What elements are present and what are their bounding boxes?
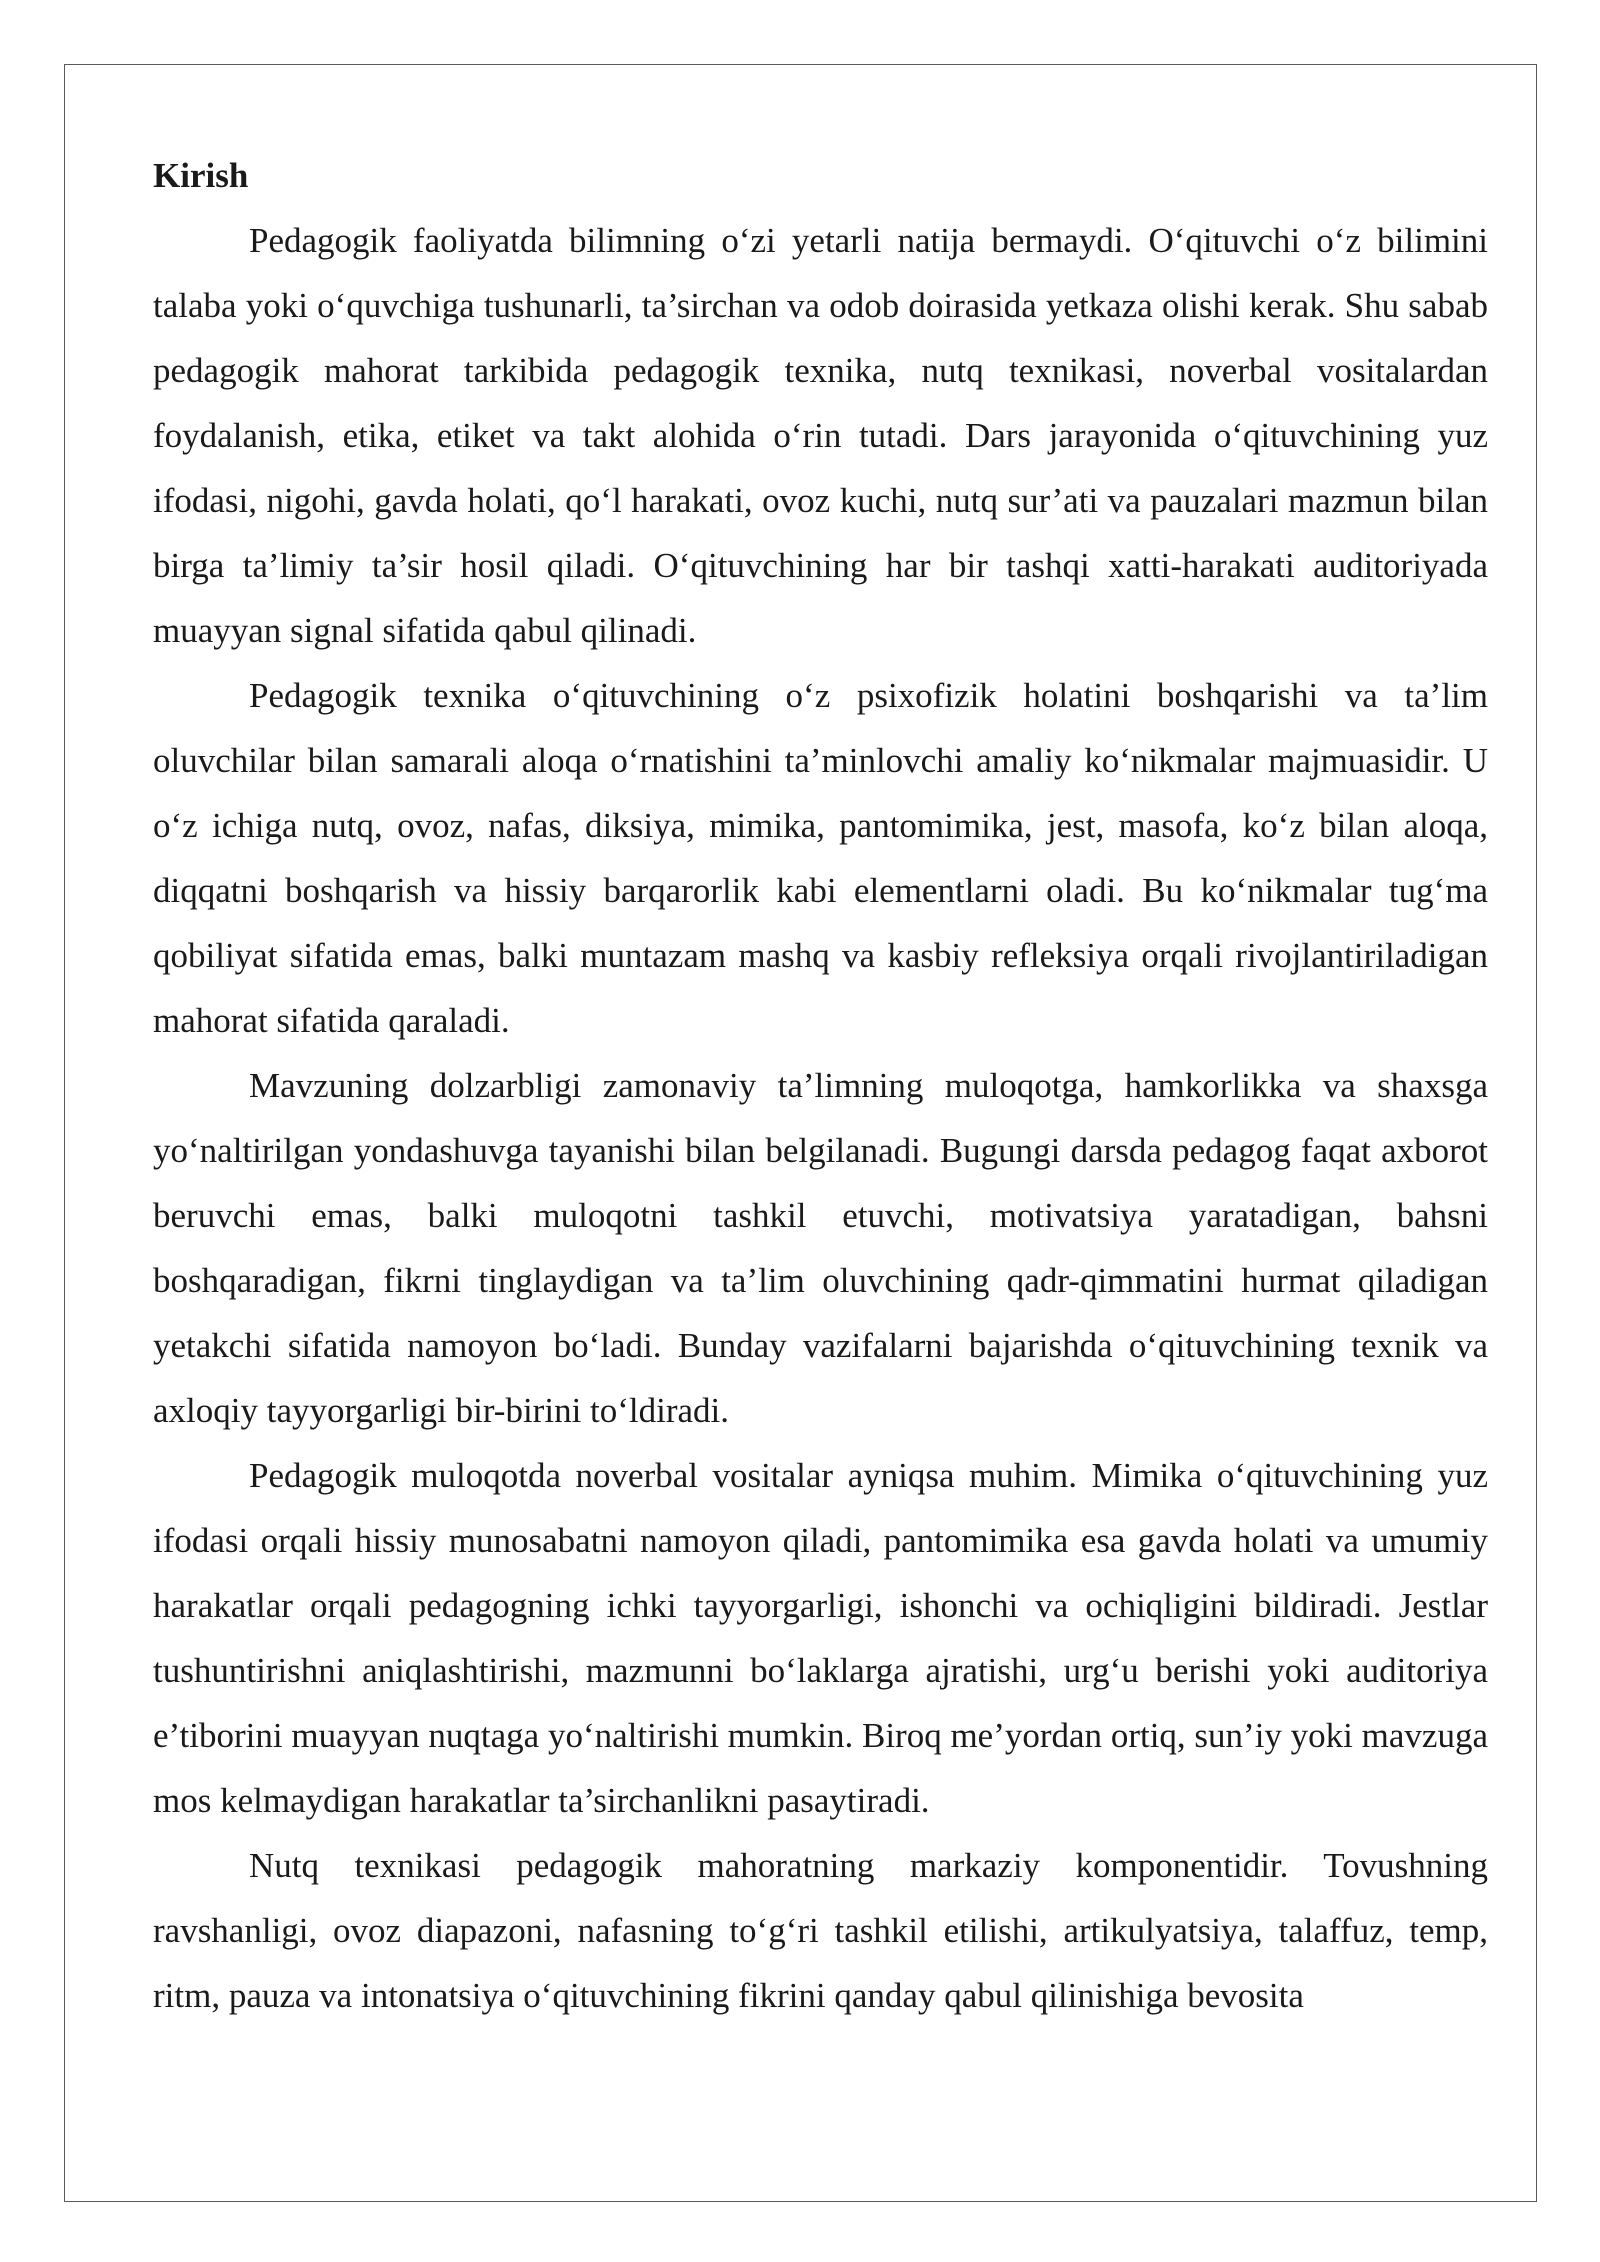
paragraph-3: Mavzuning dolzarbligi zamonaviy ta’limning muloqotga, hamkorlikka va shaxsga yo‘naltirilgan yondashuvga tayanishi bilan belgilanadi. Bugungi darsda pedagog faqat axborot beruvchi emas, balki muloqotni tashkil etuvchi, motivatsiya yaratadigan, bahsni boshqaradigan, fikrni tinglaydigan va ta’lim oluvchining qadr-qimmatini hurmat qiladigan yetakchi sifatida namoyon bo‘ladi. Bunday vazifalarni bajarishda o‘qituvchining texnik va axloqiy tayyorgarligi bir-birini to‘ldiradi. [153, 1066, 1488, 1430]
document-body [153, 143, 1488, 2028]
paragraph-1: Pedagogik faoliyatda bilimning o‘zi yetarli natija bermaydi. O‘qituvchi o‘z bilimini talaba yoki o‘quvchiga tushunarli, ta’sirchan va odob doirasida yetkaza olishi kerak. Shu sabab pedagogik mahorat tarkibida pedagogik texnika, nutq texnikasi, noverbal vositalardan foydalanish, etika, etiket va takt alohida o‘rin tutadi. Dars jarayonida o‘qituvchining yuz ifodasi, nigohi, gavda holati, qo‘l harakati, ovoz kuchi, nutq sur’ati va pauzalari mazmun bilan birga ta’limiy ta’sir hosil qiladi. O‘qituvchining har bir tashqi xatti-harakati auditoriyada muayyan signal sifatida qabul qilinadi. [153, 221, 1488, 650]
paragraph-4: Pedagogik muloqotda noverbal vositalar ayniqsa muhim. Mimika o‘qituvchining yuz ifodasi orqali hissiy munosabatni namoyon qiladi, pantomimika esa gavda holati va umumiy harakatlar orqali pedagogning ichki tayyorgarligi, ishonchi va ochiqligini bildiradi. Jestlar tushuntirishni aniqlashtirishi, mazmunni bo‘laklarga ajratishi, urg‘u berishi yoki auditoriya e’tiborini muayyan nuqtaga yo‘naltirishi mumkin. Biroq me’yordan ortiq, sun’iy yoki mavzuga mos kelmaydigan harakatlar ta’sirchanlikni pasaytiradi. [153, 1456, 1488, 1820]
section-heading: Kirish [153, 156, 249, 195]
paragraph-5: Nutq texnikasi pedagogik mahoratning markaziy komponentidir. Tovushning ravshanligi, ovoz diapazoni, nafasning to‘g‘ri tashkil etilishi, artikulyatsiya, talaffuz, temp, ritm, pauza va intonatsiya o‘qituvchining fikrini qanday qabul qilinishiga bevosita [153, 1846, 1488, 2015]
paragraph-2: Pedagogik texnika o‘qituvchining o‘z psixofizik holatini boshqarishi va ta’lim oluvchilar bilan samarali aloqa o‘rnatishini ta’minlovchi amaliy ko‘nikmalar majmuasidir. U o‘z ichiga nutq, ovoz, nafas, diksiya, mimika, pantomimika, jest, masofa, ko‘z bilan aloqa, diqqatni boshqarish va hissiy barqarorlik kabi elementlarni oladi. Bu ko‘nikmalar tug‘ma qobiliyat sifatida emas, balki muntazam mashq va kasbiy refleksiya orqali rivojlantiriladigan mahorat sifatida qaraladi. [153, 676, 1488, 1040]
